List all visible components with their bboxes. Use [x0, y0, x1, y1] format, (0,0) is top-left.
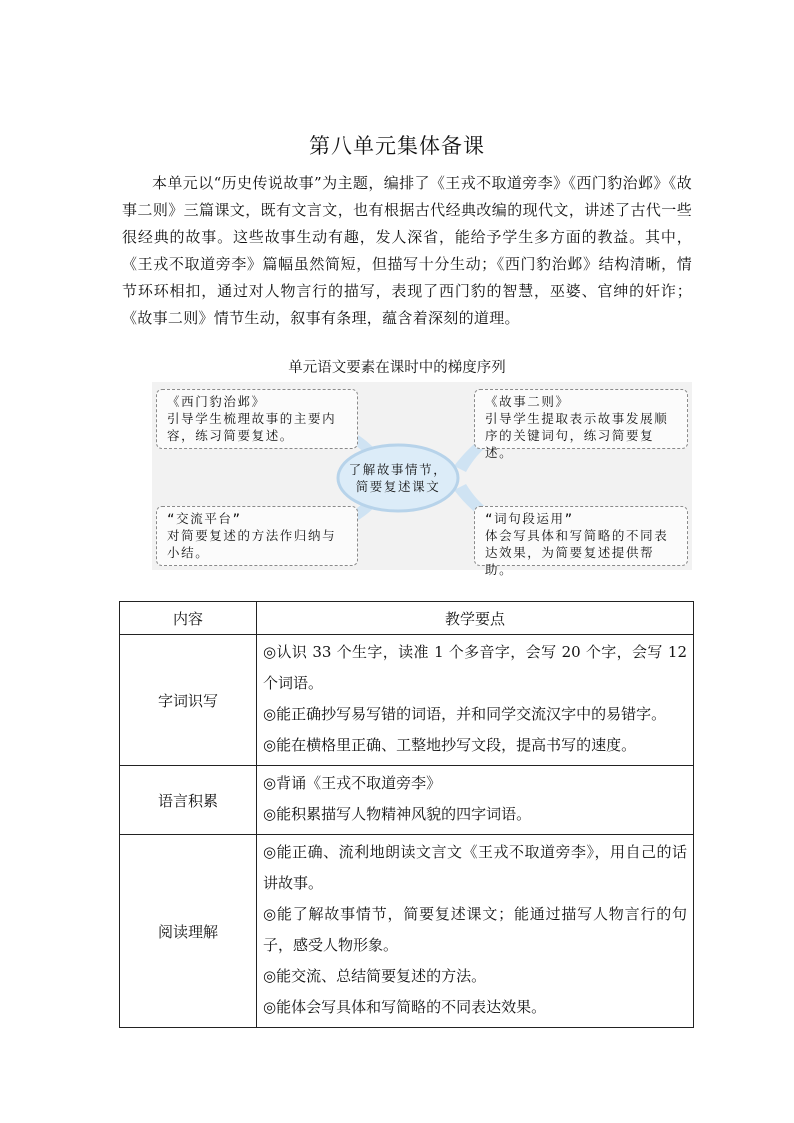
gradient-sequence-diagram	[152, 382, 692, 577]
table-header-row	[120, 602, 694, 635]
card-word-sentence-use	[474, 506, 688, 577]
card-ximen-bao	[156, 389, 358, 449]
point-item: ◎背诵《王戎不取道旁李》	[263, 774, 442, 792]
table-row	[120, 766, 694, 835]
teaching-points-table	[119, 601, 694, 1028]
row-category: 语言积累	[120, 766, 257, 835]
row-points	[257, 635, 694, 766]
center-label: 了解故事情节， 简要复述课文	[348, 462, 448, 494]
table-row	[120, 635, 694, 766]
card-text: 对简要复述的方法作归纳与小结。	[167, 528, 337, 560]
point-item: ◎认识 33 个生字，读准 1 个多音字，会写 20 个字，会写 12 个词语。	[263, 643, 687, 692]
row-points	[257, 835, 694, 1028]
row-category: 字词识写	[120, 635, 257, 766]
point-item: ◎能正确抄写易写错的词语，并和同学交流汉字中的易错字。	[263, 705, 667, 723]
card-text: 引导学生提取表示故事发展顺序的关键词句，练习简要复述。	[485, 411, 669, 460]
header-teaching-points: 教学要点	[257, 602, 694, 635]
card-title: 《故事二则》	[485, 394, 570, 409]
card-text: 引导学生梳理故事的主要内容，练习简要复述。	[167, 411, 337, 443]
intro-paragraph: 本单元以“历史传说故事”为主题，编排了《王戎不取道旁李》《西门豹治邺》《故事二则》三篇课文，既有文言文，也有根据古代经典改编的现代文，讲述了古代一些很经典的故事。这些故事生动有趣，发人深省，能给予学生多方面的教益。其中，《王戎不取道旁李》篇幅虽然简短，但描写十分生动；《西门豹治邺》结构清晰，情节环环相扣，通过对人物言行的描写，表现了西门豹的智慧，巫婆、官绅的奸诈；《故事二则》情节生动，叙事有条理，蕴含着深刻的道理。	[122, 174, 692, 327]
card-text: 体会写具体和写简略的不同表达效果，为简要复述提供帮助。	[485, 528, 669, 577]
header-content: 内容	[120, 602, 257, 635]
point-item: ◎能积累描写人物精神风貌的四字词语。	[263, 805, 532, 823]
diagram-title: 单元语文要素在课时中的梯度序列	[288, 360, 506, 376]
point-item: ◎能正确、流利地朗读文言文《王戎不取道旁李》，用自己的话讲故事。	[263, 843, 687, 892]
page-title: 第八单元集体备课	[309, 134, 485, 158]
row-category: 阅读理解	[120, 835, 257, 1028]
card-title: 《西门豹治邺》	[167, 394, 266, 409]
point-item: ◎能在横格里正确、工整地抄写文段，提高书写的速度。	[263, 736, 637, 754]
row-points	[257, 766, 694, 835]
card-two-stories	[474, 389, 688, 460]
card-title: “词句段运用”	[485, 511, 574, 526]
point-item: ◎能了解故事情节，简要复述课文；能通过描写人物言行的句子，感受人物形象。	[263, 905, 687, 954]
card-exchange-platform	[156, 506, 358, 566]
point-item: ◎能交流、总结简要复述的方法。	[263, 967, 487, 985]
table-row	[120, 835, 694, 1028]
point-item: ◎能体会写具体和写简略的不同表达效果。	[263, 998, 547, 1016]
card-title: “交流平台”	[167, 511, 242, 526]
